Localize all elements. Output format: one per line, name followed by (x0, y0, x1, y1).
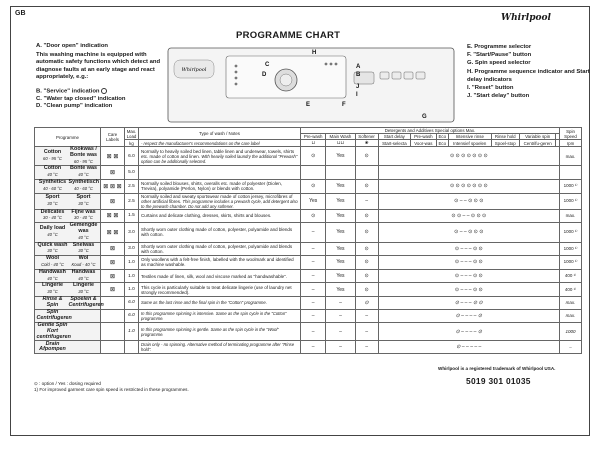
programme-name: Wool (45, 255, 60, 262)
wash-notes-italic: In this programme spinning is gentle. Same as the spin cycle in the "Wool" programme. (141, 326, 279, 337)
sub-variable: Centrifu-geren (519, 140, 556, 147)
spin-speed-value: 1000 ¹⁾ (560, 242, 582, 256)
indication-d: D. "Clean pump" indication (36, 102, 113, 109)
max-load-value: 1.0 (125, 283, 139, 297)
programme-name: Cotton (43, 148, 62, 155)
label-c: C (265, 62, 270, 68)
indication-f: F. "Start/Pause" button (467, 52, 532, 59)
programme-name: Synthetics (38, 178, 67, 185)
options-values (378, 166, 559, 180)
label-b: B (356, 72, 361, 78)
table-row (35, 322, 582, 340)
prewash-value: – (301, 223, 326, 242)
label-j: J (356, 84, 360, 90)
table-row (35, 147, 582, 166)
softener-value: ⊙ (355, 256, 378, 270)
programme-alt-temp: 40 °C (78, 172, 89, 178)
label-g: G (422, 114, 427, 120)
mainwash-value: Yes (326, 179, 355, 193)
max-load-value: 1.0 (125, 322, 139, 340)
programme-alt-name: Kookwas / Bonte was (70, 146, 97, 158)
prewash-value: – (301, 341, 326, 354)
care-label-icons: ⊠ (101, 283, 125, 297)
programme-temp: 40 - 60 °C (43, 185, 62, 191)
spin-speed-value: max. (560, 147, 582, 166)
mainwash-value (326, 166, 355, 180)
label-a: A (356, 64, 361, 70)
spin-speed-value: 1000 ¹⁾ (560, 223, 582, 242)
wash-notes-italic: Drain only - no spinning. Alternative method of terminating programme after "Rinse hold". (141, 342, 295, 353)
mainwash-value: Yes (326, 223, 355, 242)
programme-alt-name: Lingerie (73, 282, 94, 289)
option-button-3 (404, 72, 413, 79)
safety-intro: This washing machine is equipped with automatic safety functions which detect and diagnose faults at an early stage and react appropriately, e.g.: (36, 52, 161, 80)
softener-value: ⊙ (355, 283, 378, 297)
programme-cell (35, 309, 101, 322)
programme-name: Rinse & Spin (42, 296, 63, 308)
sub-start: Start-selecta (378, 140, 411, 147)
table-row (35, 223, 582, 242)
col-rpm: rpm (560, 140, 582, 147)
programme-name: Sport (45, 193, 60, 200)
panel-logo-text: Whirlpool (181, 67, 207, 73)
indication-g: G. Spin speed selector (467, 60, 531, 67)
programme-cell (35, 166, 101, 180)
programme-alt-temp: 40 °C (78, 234, 89, 240)
mainwash-value: – (326, 296, 355, 309)
table-row (35, 341, 582, 354)
care-label-icons: ⊠ (101, 242, 125, 256)
max-load-value: 3.0 (125, 223, 139, 242)
wash-notes-italic: Same as the last rinse and the final spin in the "Cotton" programme. (141, 300, 267, 306)
care-label-icons (101, 296, 125, 309)
max-load-value: 2.5 (125, 179, 139, 193)
wash-notes (139, 147, 301, 166)
wash-notes (139, 341, 301, 354)
softener-value: – (355, 309, 378, 322)
col-max-load: Max. Load (125, 128, 139, 140)
spin-speed-value: max. (560, 296, 582, 309)
max-load-value: 3.0 (125, 242, 139, 256)
programme-name: Spin Centrifugeren (36, 309, 72, 321)
col-start-delay: Start delay (378, 134, 411, 140)
care-label-icons: ⊠ (101, 166, 125, 180)
col-type-of-wash: Type of wash / Notes (139, 128, 301, 140)
softener-value: – (355, 193, 378, 209)
spin-speed-value: 400 ¹⁾ (560, 269, 582, 283)
respect-note: - respect the manufacturer's recommendations on the care label (141, 140, 260, 146)
care-label-icons: ⊠ ⊠ ⊠ (101, 179, 125, 193)
options-values: ⊙ – – – – ⊙ (378, 309, 559, 322)
wash-notes-text: Normally soiled blouses, shirts, overalls etc. made of polyester (Diolen, Trevira), polyamide (Perlon, Nylon) or blends with cotton. (141, 181, 283, 192)
footnote-2: 1) For improved garment care spin speed is restricted in these programmes. (34, 387, 189, 392)
led-h3 (335, 63, 338, 66)
col-eco: Eco (436, 134, 448, 140)
programme-alt-name: Wol (78, 255, 89, 262)
max-load-value: 6.0 (125, 147, 139, 166)
programme-alt-name: Fijne was (71, 208, 96, 215)
mainwash-value: Yes (326, 242, 355, 256)
wash-notes (139, 322, 301, 340)
prewash-value: ⊙ (301, 147, 326, 166)
softener-value (355, 166, 378, 180)
label-h: H (312, 50, 317, 56)
indication-a: A. "Door open" indication (36, 43, 109, 49)
care-label-icons: ⊠ ⊠ (101, 147, 125, 166)
programme-alt-temp: 30 - 40 °C (74, 215, 93, 221)
programme-name: Delicates (40, 208, 65, 215)
care-label-icons: ⊠ (101, 193, 125, 209)
wash-notes (139, 242, 301, 256)
programme-temp: 30 °C (47, 200, 58, 206)
programme-alt-name: Spoelen & Centrifugeren (68, 296, 104, 308)
programme-alt-name: Snelwas (72, 241, 95, 248)
programme-name: Cotton (43, 165, 62, 172)
programme-alt-temp: Koud - 40 °C (71, 261, 96, 267)
mainwash-icon: ⊔⊔ (326, 140, 355, 147)
programme-temp: 40 °C (47, 275, 58, 281)
mainwash-value: Yes (326, 193, 355, 209)
options-values: ⊙ – – – – ⊙ (378, 322, 559, 340)
prewash-value: Yes (301, 193, 326, 209)
col-rinse-hold: Rinse hold (491, 134, 519, 140)
prewash-value: ⊙ (301, 179, 326, 193)
table-row (35, 166, 582, 180)
wash-notes-italic: This programme includes a prewash cycle, add detergent also to the prewash chamber. Do not add any softener. (141, 198, 298, 209)
options-values: ⊙ – – – ⊙ ⊙ (378, 256, 559, 270)
care-label-icons (101, 341, 125, 354)
left-indications (36, 43, 164, 110)
mainwash-value: Yes (326, 209, 355, 223)
led-h1 (325, 63, 328, 66)
programme-cell (35, 147, 101, 166)
table-row (35, 209, 582, 223)
mainwash-value: – (326, 341, 355, 354)
mainwash-value: Yes (326, 283, 355, 297)
programme-cell (35, 283, 101, 297)
max-load-value: 1.0 (125, 256, 139, 270)
col-intensive: Intensive rinse (448, 134, 491, 140)
options-values: ⊙ – – – ⊙ ⊙ (378, 283, 559, 297)
table-row (35, 193, 582, 209)
programme-name: Daily load (39, 225, 66, 232)
programme-temp: 30 - 40 °C (43, 215, 62, 221)
col-spin-speed: Spin Speed (560, 128, 582, 140)
options-values: ⊙ ⊙ – – ⊙ ⊙ ⊙ (378, 209, 559, 223)
options-values: ⊙ ⊙ ⊙ ⊙ ⊙ ⊙ ⊙ (378, 147, 559, 166)
programme-cell (35, 322, 101, 340)
page-title: PROGRAMME CHART (236, 30, 341, 41)
wash-notes-text: Shortly worn outer clothing made of cotton, polyester, polyamide and blends with cotton. (141, 227, 293, 238)
options-values: ⊙ – – – ⊙ ⊙ (378, 242, 559, 256)
mainwash-value: Yes (326, 147, 355, 166)
programme-cell (35, 269, 101, 283)
softener-value: ⊙ (355, 209, 378, 223)
table-row (35, 269, 582, 283)
softener-value: ⊙ (355, 296, 378, 309)
sub-rinsehold: Spoel-stop (491, 140, 519, 147)
option-button-4 (416, 72, 425, 79)
programme-alt-name: Bonte was (70, 165, 97, 172)
led-d (235, 83, 238, 86)
care-label-icons: ⊠ ⊠ (101, 209, 125, 223)
wash-notes (139, 193, 301, 209)
programme-alt-temp: 30 °C (78, 289, 89, 295)
control-panel-diagram (166, 46, 456, 124)
programme-temp: Cold - 40 °C (41, 261, 64, 267)
spin-speed-value: max. (560, 209, 582, 223)
softener-value: ⊙ (355, 147, 378, 166)
label-e: E (306, 102, 311, 108)
programme-name: Drain Afpompen (39, 340, 66, 353)
max-load-value: 6.0 (125, 309, 139, 322)
softener-value: – (355, 322, 378, 340)
col-prewash: Pre-wash (301, 134, 326, 140)
softener-value: ⊙ (355, 223, 378, 242)
programme-name: Lingerie (42, 282, 63, 289)
programme-table (34, 127, 582, 354)
wash-notes-text: This cycle is particularly suitable to treat delicate lingerie (use of laundry net strongly recommended). (141, 284, 292, 295)
max-load-value: 2.5 (125, 193, 139, 209)
max-load-value: 6.0 (125, 296, 139, 309)
programme-alt-name: Handwas (71, 268, 96, 275)
wash-notes-text: Only woollens with a felt-free finish, labelled with the woolmark and identified as machine washable. (141, 257, 294, 268)
options-values: ⊙ ⊙ ⊙ ⊙ ⊙ ⊙ ⊙ (378, 179, 559, 193)
max-load-value (125, 341, 139, 354)
prewash-value: – (301, 309, 326, 322)
max-load-value: 1.0 (125, 269, 139, 283)
programme-name: Quick wash (37, 241, 68, 248)
prewash-value (301, 166, 326, 180)
programme-alt-temp: 60 - 95 °C (74, 158, 93, 164)
mainwash-value: Yes (326, 256, 355, 270)
programme-name: Handwash (39, 268, 66, 275)
programme-alt-name: Sport (76, 193, 91, 200)
prewash-icon: ⊔ (301, 140, 326, 147)
label-i: I (356, 92, 358, 98)
col-care-labels: Care Labels (101, 128, 125, 147)
wash-notes (139, 296, 301, 309)
col-softener: Softener (355, 134, 378, 140)
table-row (35, 242, 582, 256)
programme-cell (35, 193, 101, 209)
wash-notes-text: Shortly worn outer clothing made of cotton, polyester, polyamide and blends with cotton. (141, 243, 293, 254)
footnote-1: ⊙ : option / Yes : dosing required (34, 381, 101, 386)
mainwash-value: – (326, 309, 355, 322)
part-number: 5019 301 01035 (466, 376, 531, 386)
table-row (35, 256, 582, 270)
prewash-value: – (301, 256, 326, 270)
programme-cell (35, 209, 101, 223)
spin-speed-value: 400 ¹⁾ (560, 283, 582, 297)
programme-alt-temp: 40 - 60 °C (74, 185, 93, 191)
options-values: ⊙ – – – ⊙ ⊙ (378, 269, 559, 283)
spin-speed-value: 1000 ¹⁾ (560, 179, 582, 193)
wash-notes-text: Normally to heavily soiled bed linen, table linen and underwear, towels, shirts etc. made of cotton and linen. (141, 148, 295, 159)
wash-notes (139, 179, 301, 193)
trademark-note: Whirlpool is a registered trademark of Whirlpool USA. (438, 366, 556, 371)
care-label-icons: ⊠ (101, 256, 125, 270)
programme-rows (35, 147, 582, 354)
max-load-value: 1.5 (125, 209, 139, 223)
programme-temp: 30 °C (47, 248, 58, 254)
spin-speed-value: 1000 ¹⁾ (560, 193, 582, 209)
wash-notes (139, 166, 301, 180)
spin-speed-value: – (560, 341, 582, 354)
programme-alt-temp: 30 °C (78, 248, 89, 254)
indication-b (36, 88, 164, 96)
indication-e: E. Programme selector (467, 44, 532, 50)
label-f: F (342, 102, 346, 108)
softener-value: ⊙ (355, 242, 378, 256)
indication-b-label: B. "Service" indication (36, 88, 100, 95)
programme-temp: 40 °C (47, 231, 58, 237)
wash-notes (139, 256, 301, 270)
footnotes (34, 381, 189, 393)
table-row (35, 283, 582, 297)
spin-speed-value: 1000 (560, 322, 582, 340)
programme-temp: 40 °C (47, 172, 58, 178)
spin-speed-value: max. (560, 309, 582, 322)
led-c (235, 77, 238, 80)
col-programme: Programme (35, 128, 101, 147)
led-a (235, 65, 238, 68)
sub-intensive: Intensief spoelen (448, 140, 491, 147)
wash-notes (139, 223, 301, 242)
wash-notes-italic: With heavily soiled laundry the additional "Prewash" option can be additionally selected. (141, 153, 298, 164)
wash-notes (139, 209, 301, 223)
programme-cell (35, 179, 101, 193)
prewash-value: ⊙ (301, 209, 326, 223)
wash-notes (139, 309, 301, 322)
options-values: ⊙ – – ⊙ ⊙ ⊙ (378, 193, 559, 209)
programme-cell (35, 242, 101, 256)
col-kg: kg (125, 140, 139, 147)
col-mainwash: Main Wash (326, 134, 355, 140)
wash-notes (139, 269, 301, 283)
softener-icon: ❀ (355, 140, 378, 147)
programme-cell (35, 256, 101, 270)
option-button-1 (380, 72, 389, 79)
softener-value: ⊙ (355, 179, 378, 193)
options-values: ⊙ – – – – – (378, 341, 559, 354)
prewash-value: – (301, 283, 326, 297)
col-prewash-opt: Pre-wash (411, 134, 436, 140)
prewash-value: – (301, 269, 326, 283)
wash-notes-text: Normally soiled and sweaty sportswear made of cotton jersey, microfibres of other artificial fibres. (141, 193, 293, 204)
wash-notes-text: Curtains and delicate clothing, dresses, skirts, shirts and blouses. (141, 213, 272, 219)
care-label-icons (101, 309, 125, 322)
programme-cell (35, 223, 101, 242)
table-row (35, 296, 582, 309)
sub-eco: Eco (436, 140, 448, 147)
col-group-detergents: Detergents and Additives Special options Max. (301, 128, 560, 134)
col-variable-spin: Variable spin (519, 134, 556, 140)
table-row (35, 309, 582, 322)
service-icon (101, 88, 107, 94)
options-values: ⊙ – – ⊙ ⊙ ⊙ (378, 223, 559, 242)
spin-speed-value: 1000 ¹⁾ (560, 256, 582, 270)
programme-alt-name: Gemengde was (69, 222, 98, 234)
prewash-value: – (301, 242, 326, 256)
option-button-2 (392, 72, 401, 79)
care-label-icons: ⊠ (101, 269, 125, 283)
right-indications (467, 43, 592, 100)
table-row (35, 179, 582, 193)
label-d: D (262, 72, 267, 78)
knob-center (280, 74, 292, 86)
indication-j: J. "Start delay" button (467, 93, 530, 100)
indication-h: H. Programme sequence indicator and Start delay indicators (467, 68, 590, 83)
mainwash-value: – (326, 322, 355, 340)
led-b (235, 71, 238, 74)
options-values: ⊙ – – – ⊙ ⊙ (378, 296, 559, 309)
programme-name: Gentle Spin Kort centrifugeren (36, 321, 71, 340)
softener-value: ⊙ (355, 269, 378, 283)
country-code: GB (15, 10, 26, 17)
care-label-icons: ⊠ ⊠ (101, 223, 125, 242)
col-respect-note (139, 140, 301, 147)
indication-i: I. "Reset" button (467, 85, 514, 92)
wash-notes-text: Textiles made of linen, silk, wool and viscose marked as "handwashable". (141, 273, 288, 279)
wash-notes-italic: In this programme spinning is intensive. Same as the spin cycle in the "Cotton" programme. (141, 310, 287, 321)
programme-alt-name: Synthetisch (68, 178, 100, 185)
max-load-value: 5.0 (125, 166, 139, 180)
prewash-value: – (301, 322, 326, 340)
care-label-icons (101, 322, 125, 340)
programme-cell (35, 296, 104, 309)
prewash-value: – (301, 296, 326, 309)
whirlpool-logo: Whirlpool (501, 13, 551, 23)
programme-alt-temp: 40 °C (78, 275, 89, 281)
mainwash-value: Yes (326, 269, 355, 283)
indication-c: C. "Water tap closed" indication (36, 95, 126, 102)
sub-prewash: Voor-was (411, 140, 436, 147)
wash-notes (139, 283, 301, 297)
programme-temp: 30 °C (47, 289, 58, 295)
spin-speed-value (560, 166, 582, 180)
programme-alt-temp: 30 °C (78, 200, 89, 206)
led-h2 (330, 63, 333, 66)
programme-cell (35, 341, 101, 354)
softener-value: – (355, 341, 378, 354)
programme-temp: 60 - 95 °C (43, 155, 62, 161)
